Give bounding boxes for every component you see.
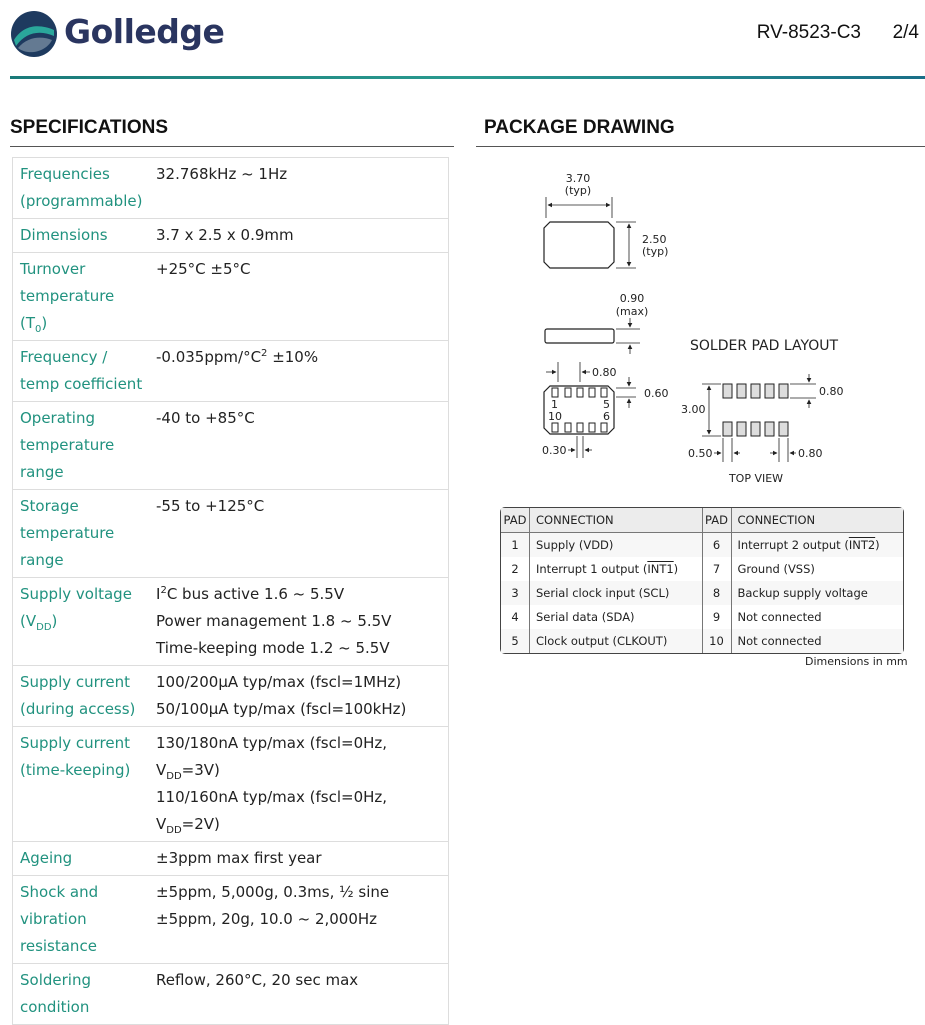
spec-row-frequency-temp-coefficient — [13, 341, 449, 402]
spec-label-sub-post: ) — [41, 314, 48, 332]
pad-table-header — [501, 508, 903, 533]
pad — [552, 388, 558, 397]
spec-value-pre: 130/180nA typ/max (fscl=0Hz, V — [156, 734, 388, 779]
pad-connection-post: ) — [673, 562, 679, 576]
top-height-note: (typ) — [642, 245, 669, 258]
package-drawing-rule — [476, 146, 925, 147]
brand-name: Golledge — [64, 12, 225, 51]
spec-value-line: 100/200µA typ/max (fscl=1MHz) — [156, 673, 402, 691]
pad — [589, 388, 595, 397]
solder-pad-title: SOLDER PAD LAYOUT — [690, 338, 839, 354]
spec-row-supply-current-timekeeping — [13, 727, 449, 842]
spec-value-line: Time-keeping mode 1.2 ~ 5.5V — [156, 639, 390, 657]
spec-value — [148, 341, 449, 402]
spec-value — [148, 666, 449, 727]
pad-connection: Not connected — [731, 629, 904, 653]
spec-row-frequencies — [13, 158, 449, 219]
page-number: 2/4 — [892, 22, 919, 43]
pad-height-label: 0.60 — [644, 387, 669, 400]
pad-column-header: PAD — [702, 508, 731, 533]
spec-label: Ageing — [13, 842, 149, 876]
table-row — [501, 605, 903, 629]
spec-value: ±3ppm max first year — [148, 842, 449, 876]
spec-value-pre: 110/160nA typ/max (fscl=0Hz, V — [156, 788, 388, 833]
pad-number: 9 — [702, 605, 731, 629]
thickness-note: (max) — [615, 305, 649, 318]
spec-value-pre: -0.035ppm/°C — [156, 348, 262, 366]
table-row — [501, 533, 903, 557]
solder-pad — [723, 384, 732, 398]
pad — [589, 423, 595, 432]
pad-number: 6 — [702, 533, 731, 557]
top-view-label: TOP VIEW — [728, 472, 784, 485]
pad-number: 7 — [702, 557, 731, 581]
pad — [552, 423, 558, 432]
spec-row-storage-temperature — [13, 490, 449, 578]
spec-row-shock-vibration — [13, 876, 449, 964]
solder-pad — [751, 422, 760, 436]
table-row — [501, 581, 903, 605]
bottom-pads-top-row — [552, 388, 607, 397]
pad-connection-pre: Interrupt 2 output ( — [737, 538, 849, 552]
spec-value-subscript: DD — [166, 771, 182, 782]
pad-number: 5 — [501, 629, 529, 653]
pad-connection-overline: INT1 — [647, 562, 674, 576]
spec-label-subscript: 0 — [35, 324, 42, 335]
spec-value — [148, 578, 449, 666]
solder-pad — [765, 422, 774, 436]
top-width-note: (typ) — [564, 184, 592, 197]
pin-5-label: 5 — [603, 398, 610, 411]
pad — [601, 388, 607, 397]
spec-label — [13, 253, 149, 341]
table-row — [501, 557, 903, 581]
pad-connection: Serial data (SDA) — [529, 605, 702, 629]
dimensions-note: Dimensions in mm — [805, 655, 908, 668]
pad-connection — [529, 557, 702, 581]
spec-value-superscript: 2 — [261, 348, 268, 359]
spec-label-text: Supply voltage — [20, 585, 132, 603]
connection-column-header: CONNECTION — [529, 508, 702, 533]
package-side-outline — [545, 329, 614, 343]
pad-number: 8 — [702, 581, 731, 605]
spec-row-supply-voltage — [13, 578, 449, 666]
pin-1-label: 1 — [551, 398, 558, 411]
spec-value-subscript: DD — [166, 825, 182, 836]
package-drawing-title: PACKAGE DRAWING — [484, 117, 675, 138]
pad-connection: Ground (VSS) — [731, 557, 904, 581]
document-id: RV-8523-C3 — [756, 22, 861, 43]
pad-connection-table — [500, 507, 904, 654]
spec-value-line: ±5ppm, 5,000g, 0.3ms, ½ sine — [156, 883, 390, 901]
pin-6-label: 6 — [603, 410, 610, 423]
spec-label: Frequency / temp coefficient — [13, 341, 149, 402]
pad-connection-post: ) — [875, 538, 880, 552]
spec-value-line: 50/100µA typ/max (fscl=100kHz) — [156, 700, 407, 718]
pad-connection-overline: INT2 — [848, 538, 876, 552]
top-width-label: 3.70 — [565, 172, 591, 185]
spec-label-sub-post: ) — [51, 612, 58, 630]
spec-value: +25°C ±5°C — [148, 253, 449, 341]
spec-row-soldering — [13, 964, 449, 1025]
spec-value: 32.768kHz ~ 1Hz — [148, 158, 449, 219]
solder-pad — [737, 422, 746, 436]
spec-label-subscript: DD — [36, 622, 52, 633]
spec-row-supply-current-access — [13, 666, 449, 727]
solder-pads-top-row — [723, 384, 788, 398]
pad-connection-pre: Interrupt 1 output ( — [536, 562, 648, 576]
pad-connection: Supply (VDD) — [529, 533, 702, 557]
pad-connection: Not connected — [731, 605, 904, 629]
connection-column-header: CONNECTION — [731, 508, 904, 533]
pad-column-header: PAD — [501, 508, 529, 533]
spec-value: 3.7 x 2.5 x 0.9mm — [148, 219, 449, 253]
spec-label: Soldering condition — [13, 964, 149, 1025]
spec-row-operating-temperature — [13, 402, 449, 490]
spec-value-line: ±5ppm, 20g, 10.0 ~ 2,000Hz — [156, 910, 378, 928]
spec-value: -55 to +125°C — [148, 490, 449, 578]
table-row — [501, 629, 903, 653]
spec-label: Supply current (during access) — [13, 666, 149, 727]
pad — [565, 423, 571, 432]
pad — [577, 388, 583, 397]
spec-label — [13, 578, 149, 666]
spec-label-text: Turnover temperature — [20, 260, 115, 305]
pad-number: 2 — [511, 562, 519, 576]
pad-pitch-label: 0.80 — [592, 366, 617, 379]
pin-10-label: 10 — [548, 410, 562, 423]
specifications-title: SPECIFICATIONS — [10, 117, 168, 138]
solder-pad — [779, 422, 788, 436]
package-top-outline — [544, 222, 614, 268]
spec-value-post: ±10% — [267, 348, 319, 366]
solder-pad — [779, 384, 788, 398]
spec-label: Shock and vibration resistance — [13, 876, 149, 964]
specifications-table — [12, 157, 449, 1025]
solder-height-label: 3.00 — [681, 403, 706, 416]
pad-connection: Serial clock input (SCL) — [529, 581, 702, 605]
solder-w2-label: 0.80 — [798, 447, 823, 460]
spec-label: Supply current (time-keeping) — [13, 727, 149, 842]
solder-pad — [737, 384, 746, 398]
pad — [577, 423, 583, 432]
spec-label-sub-pre: (T — [20, 314, 36, 332]
spec-value-post: =2V) — [181, 815, 220, 833]
spec-value — [148, 727, 449, 842]
spec-label-sub-pre: (V — [20, 612, 37, 630]
spec-value: Reflow, 260°C, 20 sec max — [148, 964, 449, 1025]
solder-pad — [765, 384, 774, 398]
solder-w1-label: 0.50 — [688, 447, 713, 460]
spec-value-post: C bus active 1.6 ~ 5.5V — [166, 585, 345, 603]
spec-value — [148, 876, 449, 964]
pad — [565, 388, 571, 397]
spec-label: Dimensions — [13, 219, 149, 253]
spec-row-dimensions — [13, 219, 449, 253]
pad-number: 1 — [501, 533, 529, 557]
solder-pad — [751, 384, 760, 398]
golledge-logo-icon — [10, 10, 58, 58]
pad-width-label: 0.30 — [542, 444, 567, 457]
spec-value-superscript: 2 — [160, 585, 167, 596]
pad-number: 3 — [501, 581, 529, 605]
pad-connection: Clock output (CLKOUT) — [529, 629, 702, 653]
thickness-label: 0.90 — [619, 292, 645, 305]
spec-label: Frequencies (programmable) — [13, 158, 149, 219]
solder-pads-bottom-row — [723, 422, 788, 436]
spec-label: Storage temperature range — [13, 490, 149, 578]
pad — [601, 423, 607, 432]
solder-pad-label: 0.80 — [819, 385, 844, 398]
spec-row-ageing — [13, 842, 449, 876]
spec-value: -40 to +85°C — [148, 402, 449, 490]
pad-connection: Backup supply voltage — [731, 581, 904, 605]
top-height-label: 2.50 — [642, 233, 667, 246]
spec-label: Operating temperature range — [13, 402, 149, 490]
bottom-pads-bottom-row — [552, 423, 607, 432]
pad-number: 4 — [511, 610, 519, 624]
spec-value-pre: I — [156, 585, 161, 603]
package-drawing — [476, 160, 925, 500]
spec-value-post: =3V) — [181, 761, 220, 779]
pad-connection — [731, 533, 904, 557]
solder-pad — [723, 422, 732, 436]
header-rule — [10, 76, 925, 79]
spec-value-line: Power management 1.8 ~ 5.5V — [156, 612, 392, 630]
spec-row-turnover-temperature — [13, 253, 449, 341]
specifications-rule — [10, 146, 454, 147]
pad-number: 10 — [702, 629, 731, 653]
